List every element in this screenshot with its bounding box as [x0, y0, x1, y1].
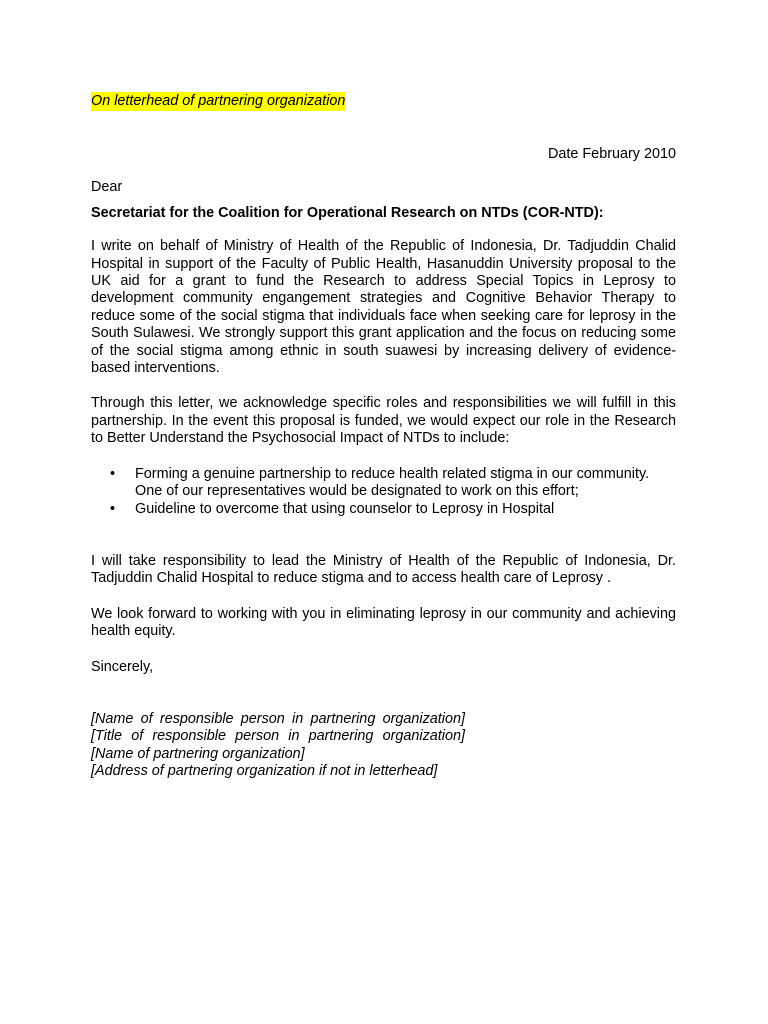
body-paragraph-roles-intro: Through this letter, we acknowledge specific roles and responsibilities we will fulfill in this partnership. In the event this proposal is funded, we would expect our role in the Research to Better Understand the Psychosocial Impact of NTDs to include: — [91, 395, 676, 447]
letter-page — [91, 92, 676, 781]
bullet-icon: • — [110, 465, 116, 482]
body-paragraph-responsibility: I will take responsibility to lead the Ministry of Health of the Republic of Indonesia, Dr. Tadjuddin Chalid Hospital to reduce stigma and to access health care of Leprosy . — [91, 552, 676, 587]
list-item — [91, 466, 676, 501]
role-text: Guideline to overcome that using counselor to Leprosy in Hospital — [135, 500, 555, 517]
organization-name: [Name of partnering organization] — [91, 745, 305, 762]
organization-address: [Address of partnering organization if not in letterhead] — [91, 763, 438, 780]
letterhead-note-row — [91, 92, 676, 111]
body-paragraph-support: I write on behalf of Ministry of Health of the Republic of Indonesia, Dr. Tadjuddin Chalid Hospital in support of the Faculty of Public Health, Hasanuddin University proposal to the UK aid for a grant to fund the Research to address Special Topics in Leprosy to development community engangement strategies and Cognitive Behavior Therapy to reduce some of the social stigma that individuals face when seeking care for leprosy in the South Sulawesi. We strongly support this grant application and the focus on reducing some of the social stigma among ethnic in south suawesi by increasing delivery of evidence-based interventions. — [91, 238, 676, 377]
roles-list — [91, 466, 676, 518]
signatory-title: [Title of responsible person in partnering organization] — [91, 728, 465, 745]
list-item — [91, 501, 676, 518]
signature-block — [91, 711, 465, 781]
salutation: Dear — [91, 179, 123, 196]
bullet-icon: • — [110, 500, 116, 517]
role-text: Forming a genuine partnership to reduce health related stigma in our community. One of our representatives would be designated to work on this effort; — [135, 465, 650, 500]
letter-date: Date February 2010 — [548, 146, 676, 162]
closing-line: Sincerely, — [91, 658, 154, 675]
body-paragraph-closing-remark: We look forward to working with you in eliminating leprosy in our community and achieving health equity. — [91, 605, 676, 640]
signatory-name: [Name of responsible person in partnering organization] — [91, 710, 465, 727]
recipient-heading: Secretariat for the Coalition for Operational Research on NTDs (COR-NTD): — [91, 204, 604, 221]
letterhead-note: On letterhead of partnering organization — [91, 93, 346, 109]
